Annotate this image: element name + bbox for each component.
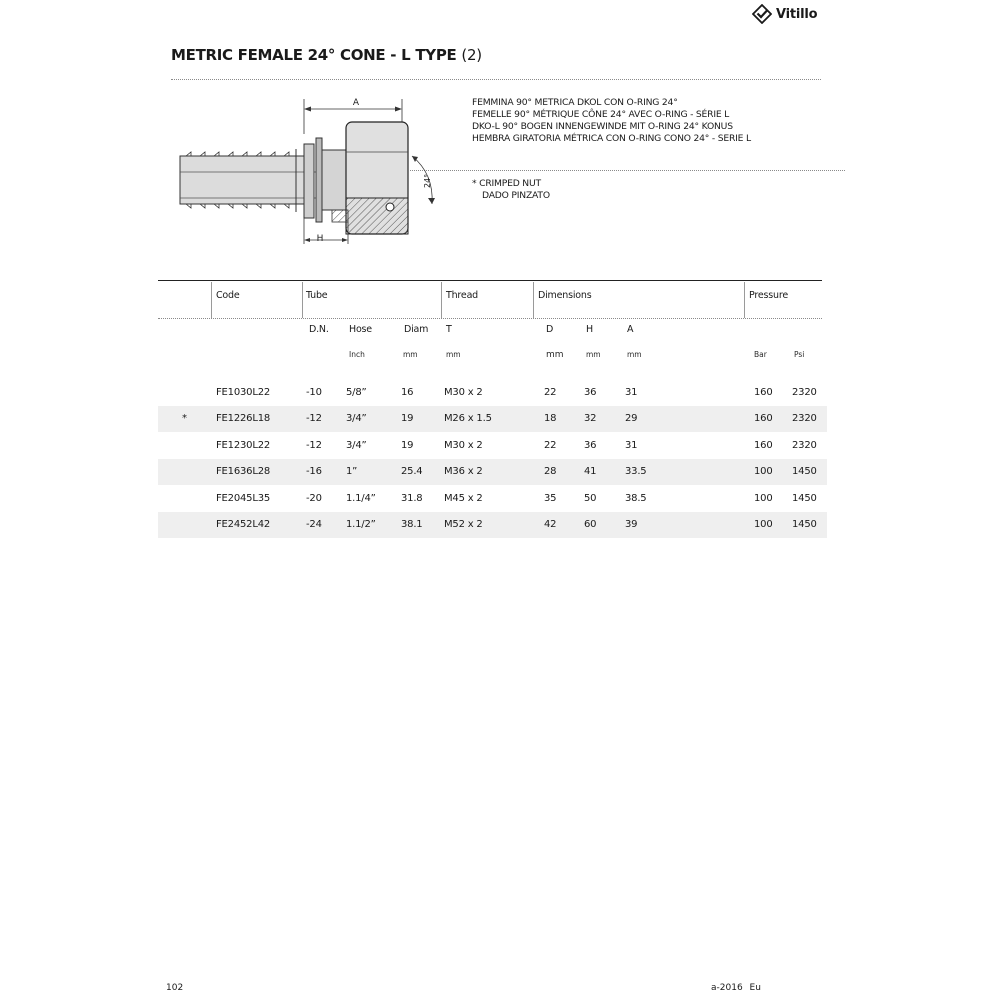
subheader-dn: D.N. (309, 324, 329, 335)
cell-h: 32 (584, 413, 597, 425)
col-separator (744, 282, 745, 318)
page-title-main: METRIC FEMALE 24° CONE - L TYPE (171, 46, 457, 64)
cell-code: FE2452L42 (216, 519, 271, 530)
cell-diam: 19 (401, 439, 414, 451)
title-divider (171, 79, 821, 80)
col-separator (302, 282, 303, 318)
cell-thread: M45 x 2 (444, 492, 483, 504)
cell-a: 31 (625, 387, 638, 398)
cell-psi: 2320 (792, 387, 817, 398)
cell-code: FE1030L22 (216, 387, 271, 398)
cell-hose: 1.1/2” (346, 519, 376, 530)
cell-d: 42 (544, 519, 557, 530)
cell-bar: 100 (754, 492, 773, 504)
cell-code: FE2045L35 (216, 492, 271, 504)
vitillo-logo-icon (752, 4, 772, 24)
unit-hose: Inch (349, 350, 365, 359)
cell-h: 41 (584, 466, 597, 478)
unit-diam: mm (403, 350, 418, 359)
edition-label (711, 983, 761, 993)
cell-psi: 1450 (792, 492, 817, 504)
page-title-suffix: (2) (461, 46, 482, 64)
table-row (158, 406, 827, 432)
cell-psi: 1450 (792, 466, 817, 478)
page-title (171, 46, 482, 64)
cell-diam: 19 (401, 413, 414, 425)
region: Eu (749, 983, 761, 993)
cell-a: 31 (625, 439, 638, 451)
cell-thread: M30 x 2 (444, 387, 483, 398)
product-descriptions (472, 97, 751, 145)
cell-d: 35 (544, 492, 557, 504)
cell-hose: 3/4” (346, 413, 367, 425)
cell-dn: -12 (306, 413, 322, 425)
col-separator (441, 282, 442, 318)
cell-hose: 1” (346, 466, 358, 478)
header-thread: Thread (446, 290, 479, 301)
cell-bar: 160 (754, 413, 773, 425)
cell-thread: M26 x 1.5 (444, 413, 492, 425)
cell-h: 36 (584, 439, 597, 451)
fitting-drawing (176, 94, 448, 254)
description-it: FEMMINA 90° METRICA DKOL CON O-RING 24° (472, 97, 678, 108)
table-row (158, 512, 827, 538)
col-separator (211, 282, 212, 318)
cell-dn: -16 (306, 466, 322, 478)
description-de: DKO-L 90° BOGEN INNENGEWINDE MIT O-RING 24° KONUS (472, 121, 733, 132)
unit-t: mm (446, 350, 461, 359)
angle-label: 24° (423, 173, 432, 188)
unit-d: mm (546, 350, 564, 360)
subheader-t: T (446, 324, 452, 335)
description-es: HEMBRA GIRATORIA MÉTRICA CON O-RING CONO 24° - SERIE L (472, 133, 751, 144)
cell-hose: 3/4” (346, 439, 367, 451)
header-tube: Tube (306, 290, 328, 301)
cell-bar: 160 (754, 439, 773, 451)
cell-d: 18 (544, 413, 557, 425)
cell-thread: M36 x 2 (444, 466, 483, 478)
table-row (158, 433, 827, 459)
header-code: Code (216, 290, 240, 301)
cell-psi: 2320 (792, 413, 817, 425)
cell-a: 38.5 (625, 492, 647, 504)
cell-h: 36 (584, 387, 597, 398)
unit-h: mm (586, 350, 601, 359)
cell-psi: 1450 (792, 519, 817, 530)
unit-psi: Psi (794, 350, 805, 359)
description-fr: FEMELLE 90° MÉTRIQUE CÔNE 24° AVEC O-RING - SÉRIE L (472, 109, 730, 120)
cell-a: 39 (625, 519, 638, 530)
cell-d: 22 (544, 439, 557, 451)
dimension-h-label: H (316, 234, 324, 244)
cell-thread: M52 x 2 (444, 519, 483, 530)
drawing-divider (410, 170, 845, 171)
cell-code: FE1636L28 (216, 466, 271, 478)
cell-dn: -20 (306, 492, 322, 504)
note-it: DADO PINZATO (482, 190, 550, 201)
cell-bar: 100 (754, 466, 773, 478)
table-row (158, 380, 827, 406)
brand (752, 4, 817, 24)
subheader-hose: Hose (349, 324, 372, 335)
brand-name: Vitillo (776, 6, 818, 22)
col-separator (533, 282, 534, 318)
cell-d: 28 (544, 466, 557, 478)
header-divider (158, 318, 822, 319)
cell-diam: 16 (401, 387, 414, 398)
crimped-nut-note (472, 178, 550, 202)
cell-d: 22 (544, 387, 557, 398)
note-en: * CRIMPED NUT (472, 178, 541, 189)
cell-h: 60 (584, 519, 597, 530)
table-row (158, 486, 827, 512)
subheader-d: D (546, 324, 554, 335)
subheader-h: H (586, 324, 593, 335)
cell-diam: 25.4 (401, 466, 423, 478)
cell-a: 33.5 (625, 466, 647, 478)
cell-diam: 38.1 (401, 519, 423, 530)
cell-dn: -24 (306, 519, 322, 530)
cell-dn: -10 (306, 387, 322, 398)
table-top-rule (158, 280, 822, 281)
cell-dn: -12 (306, 439, 322, 451)
cell-psi: 2320 (792, 439, 817, 451)
subheader-a: A (627, 324, 634, 335)
unit-bar: Bar (754, 350, 767, 359)
header-pressure: Pressure (749, 290, 788, 301)
cell-diam: 31.8 (401, 492, 423, 504)
table-row (158, 459, 827, 485)
cell-h: 50 (584, 492, 597, 504)
cell-a: 29 (625, 413, 638, 425)
cell-bar: 160 (754, 387, 773, 398)
cell-code: FE1226L18 (216, 413, 271, 425)
page-number: 102 (166, 983, 184, 993)
cell-hose: 5/8” (346, 387, 367, 398)
subheader-diam: Diam (404, 324, 429, 335)
unit-a: mm (627, 350, 642, 359)
edition: a-2016 (711, 983, 743, 993)
cell-thread: M30 x 2 (444, 439, 483, 451)
cell-code: FE1230L22 (216, 439, 271, 451)
cell-hose: 1.1/4” (346, 492, 376, 504)
dimension-a-label: A (352, 98, 360, 108)
cell-mark: * (182, 413, 187, 425)
header-dimensions: Dimensions (538, 290, 592, 301)
cell-bar: 100 (754, 519, 773, 530)
